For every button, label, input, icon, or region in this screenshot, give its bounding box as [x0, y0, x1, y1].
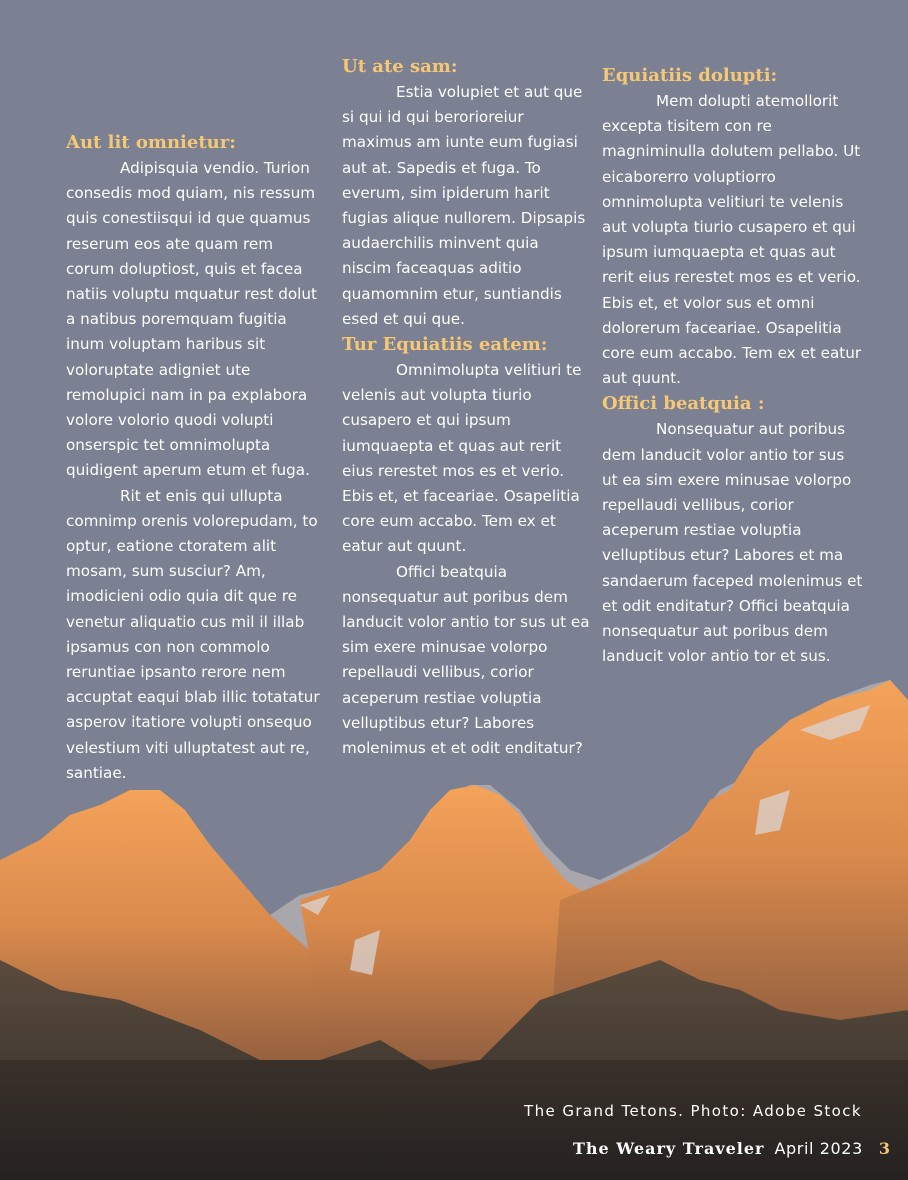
column-1 — [66, 130, 322, 786]
photo-caption: The Grand Tetons. Photo: Adobe Stock — [524, 1102, 862, 1120]
section-heading: Ut ate sam: — [342, 56, 458, 77]
body-paragraph: Rit et enis qui ullupta comnimp orenis volorepudam, to optur, eatione ctoratem alit mosam, sum susciur? Am, imodicieni odio quia dit que re venetur aliquatio cus mil il illab ipsamus con non commolo reruntiae ipsanto rerore nem accuptat eaqui blab illic totatatur asperov itatiore volupti onsequo velestium viti ulluptatest aut re, santiae. — [66, 486, 320, 782]
column-2 — [342, 54, 590, 761]
page-footer — [573, 1139, 890, 1158]
section-heading: Equiatiis dolupti: — [602, 65, 778, 86]
section-heading: Offici beatquia : — [602, 393, 765, 415]
body-paragraph: Adipisquia vendio. Turion consedis mod quiam, nis ressum quis conestiisqui id que quamus reserum eos ate quam rem corum doluptiost, quis et facea natiis voluptu mquatur rest dolut a natibus poremquam fugitia inum voluptam haribus sit voloruptate adigniet ute remolupici nam in pa explabora volore volorio quodi volupti onserspic tet omnimolupta quidigent aperum etum et fuga. — [66, 159, 317, 480]
page-number: 3 — [878, 1139, 890, 1158]
body-paragraph: Offici beatquia nonsequatur aut poribus dem landucit volor antio tor sus ut ea sim exere minusae volorpo repellaudi vellibus, corior aceperum restiae voluptia velluptibus etur? Labores molenimus et et odit enditatur? — [342, 562, 590, 758]
issue-date: April 2023 — [774, 1139, 863, 1158]
photo-shade — [0, 1060, 908, 1180]
section-heading: Tur Equiatiis eatem: — [342, 334, 548, 356]
magazine-name: The Weary Traveler — [572, 1139, 765, 1158]
body-paragraph: Omnimolupta velitiuri te velenis aut volupta tiurio cusapero et qui ipsum iumquaepta et quas aut rerit eius rerestet mos es et verio. Ebis et, et faceariae. Osapelitia core eum accabo. Tem ex et eatur aut quunt. — [342, 361, 582, 556]
section-heading: Aut lit omnietur: — [66, 132, 236, 153]
body-paragraph: Mem dolupti atemollorit excepta tisitem con re magniminulla dolutem pellabo. Ut eicaborerro voluptiorro omnimolupta velitiuri te velenis aut volupta tiurio cusapero et qui ipsum iumquaepta et quas aut rerit eius rerestet mos es et verio. Ebis et, et volor sus et omni dolorerum faceariae. Osapelitia core eum accabo. Tem ex et eatur aut quunt. — [602, 92, 862, 388]
body-paragraph: Nonsequatur aut poribus dem landucit volor antio tor sus ut ea sim exere minusae volorpo repellaudi vellibus, corior aceperum restiae voluptia velluptibus etur? Labores et ma sandaerum faceped molenimus et et odit enditatur? Offici beatquia nonsequatur aut poribus dem landucit volor antio tor et sus. — [602, 420, 863, 666]
column-3 — [602, 63, 864, 669]
body-paragraph: Estia volupiet et aut que si qui id qui berorioreiur maximus am iunte eum fugiasi aut at. Sapedis et fuga. To everum, sim ipiderum harit fugias alique nullorem. Dipsapis audaerchilis minvent quia niscim faceaquas aditio quamomnim etur, suntiandis esed et qui que. — [342, 83, 586, 328]
